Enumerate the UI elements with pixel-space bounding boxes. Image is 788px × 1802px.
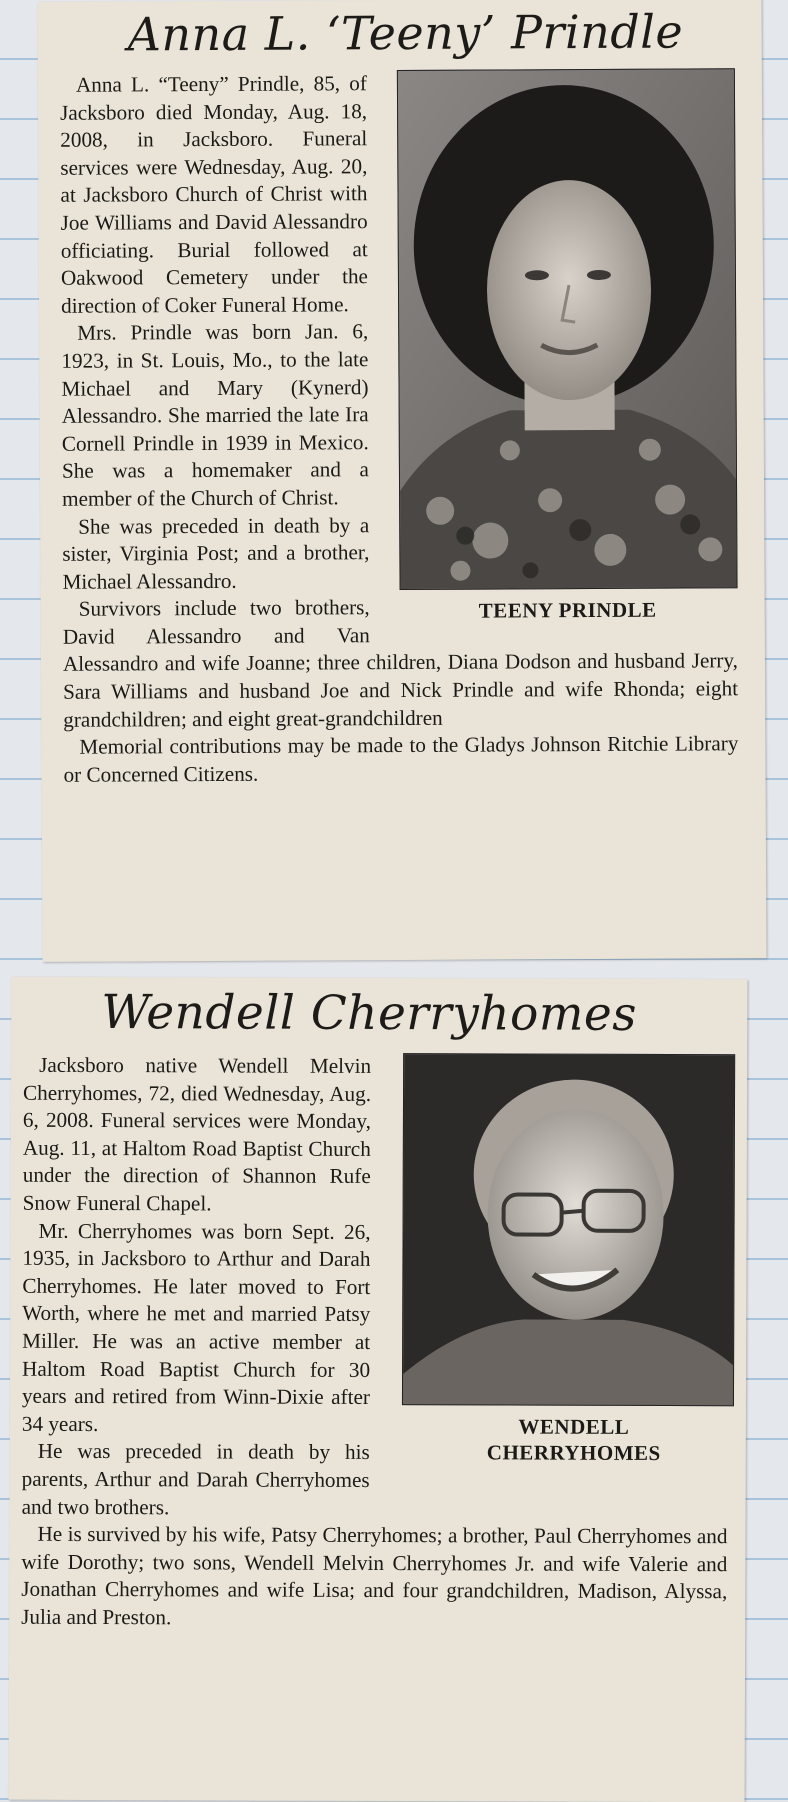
obituary-paragraph: He was preceded in death by his parents, Arthur and Darah Cherryhomes and two brothers. [21, 1439, 370, 1519]
obituary-body [21, 1052, 729, 1634]
portrait-photo-icon [402, 1053, 735, 1406]
obituary-paragraph: Mrs. Prindle was born Jan. 6, 1923, in St. Louis, Mo., to the late Michael and Mary (Kynerd) Alessandro. She married the late Ira Cornell Prindle in 1939 in Mexico. She was a homemaker and a member of the Church of Christ. [61, 319, 370, 511]
portrait-photo-graphic [398, 69, 737, 589]
photo-caption [400, 1413, 748, 1466]
obituary-paragraph: Jacksboro native Wendell Melvin Cherryhomes, 72, died Wednesday, Aug. 6, 2008. Funeral services were Monday, Aug. 11, at Haltom Road Baptist Church under the direction of Shannon Rufe Snow Funeral Chapel. [22, 1052, 372, 1216]
obituary-paragraph: She was preceded in death by a sister, Virginia Post; and a brother, Michael Alessandro. [62, 512, 370, 594]
obituary-paragraph: Mr. Cherryhomes was born Sept. 26, 1935, in Jacksboro to Arthur and Darah Cherryhomes. He later moved to Fort Worth, where he met and married Patsy Miller. He was an active member at Haltom Road Baptist Church for 30 years and retired from Winn-Dixie after 34 years. [21, 1218, 371, 1436]
portrait-photo-icon [397, 68, 738, 590]
obituary-headline: Wendell Cherryhomes [101, 985, 637, 1042]
obituary-paragraph: Survivors include two brothers, David Alessandro and Van Alessandro and wife Joanne; three children, Diana Dodson and husband Jerry, Sara Williams and husband Joe and Nick Prindle and wife Rhonda; eight grandchildren; and eight great-grandchildren [62, 595, 739, 732]
obituary-clipping-cherryhomes [9, 977, 748, 1802]
obituary-headline: Anna L. ‘Teeny’ Prindle [127, 4, 684, 62]
portrait-photo-graphic [403, 1054, 734, 1405]
obituary-paragraph: Anna L. “Teeny” Prindle, 85, of Jacksboro died Monday, Aug. 18, 2008, in Jacksboro. Funeral services were Wednesday, Aug. 20, at Jacksboro Church of Christ with Joe Williams and David Alessandro officiating. Burial followed at Oakwood Cemetery under the direction of Coker Funeral Home. [60, 71, 368, 318]
caption-line: WENDELL [518, 1414, 630, 1439]
obituary-clipping-prindle [37, 0, 766, 962]
photo-caption: TEENY PRINDLE [478, 597, 657, 623]
caption-line: CHERRYHOMES [486, 1440, 661, 1465]
photo-with-caption [395, 68, 738, 624]
obituary-paragraph: Memorial contributions may be made to the Gladys Johnson Ritchie Library or Concerned Citizens. [63, 731, 739, 787]
obituary-body [60, 68, 739, 789]
photo-with-caption [400, 1053, 749, 1466]
obituary-paragraph: He is survived by his wife, Patsy Cherryhomes; a brother, Paul Cherryhomes and wife Dorothy; two sons, Wendell Melvin Cherryhomes Jr. and wife Valerie and Jonathan Cherryhomes and wife Lisa; and four grandchildren, Madison, Alyssa, Julia and Preston. [21, 1521, 728, 1630]
